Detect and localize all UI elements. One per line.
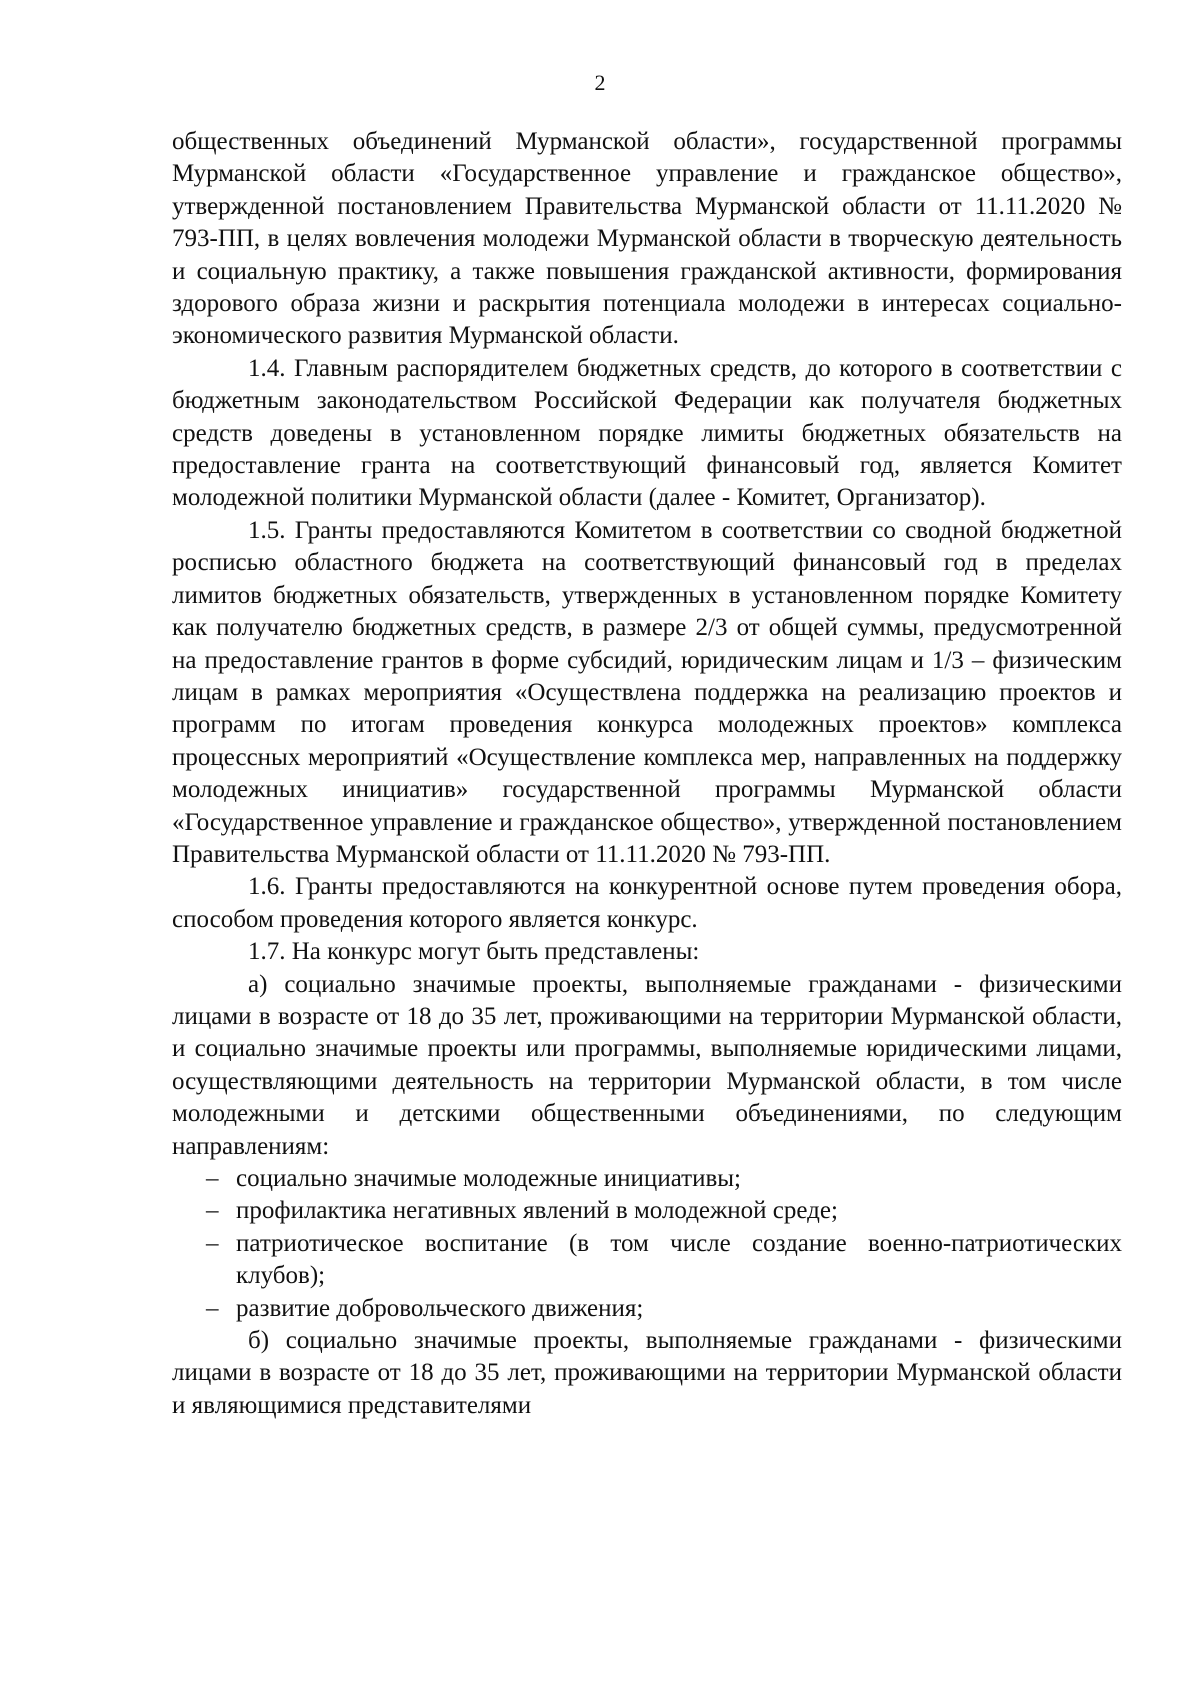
dash-marker: – xyxy=(206,1294,219,1322)
document-body xyxy=(172,126,1122,1422)
directions-list xyxy=(172,1163,1122,1325)
paragraph-1-6: 1.6. Гранты предоставляются на конкурентной основе путем проведения обора, способом проведения которого является конкурс. xyxy=(172,873,1122,933)
paragraph-continuation: общественных объединений Мурманской области», государственной программы Мурманской области «Государственное управление и гражданское общество», утвержденной постановлением Правительства Мурманской области от 11.11.2020 № 793-ПП, в целях вовлечения молодежи Мурманской области в творческую деятельность и социальную практику, а также повышения гражданской активности, формирования здорового образа жизни и раскрытия потенциала молодежи в интересах социально-экономического развития Мурманской области. xyxy=(172,128,1122,350)
list-item-text: развитие добровольческого движения; xyxy=(236,1294,644,1322)
list-item-text: социально значимые молодежные инициативы; xyxy=(236,1165,741,1192)
dash-marker: – xyxy=(206,1197,219,1225)
page-number: 2 xyxy=(594,70,606,95)
list-item-text: профилактика негативных явлений в молодежной среде; xyxy=(236,1197,838,1225)
list-item xyxy=(172,1228,1122,1293)
list-item xyxy=(172,1195,1122,1227)
dash-marker: – xyxy=(206,1229,219,1257)
paragraph-1-5: 1.5. Гранты предоставляются Комитетом в соответствии со сводной бюджетной росписью областного бюджета на соответствующий финансовый год в пределах лимитов бюджетных обязательств, утвержденных в установленном порядке Комитету как получателю бюджетных средств, в размере 2/3 от общей суммы, предусмотренной на предоставление грантов в форме субсидий, юридическим лицам и 1/3 – физическим лицам в рамках мероприятия «Осуществлена поддержка на реализацию проектов и программ по итогам проведения конкурса молодежных проектов» комплекса процессных мероприятий «Осуществление комплекса мер, направленных на поддержку молодежных инициатив» государственной программы Мурманской области «Государственное управление и гражданское общество», утвержденной постановлением Правительства Мурманской области от 11.11.2020 № 793-ПП. xyxy=(172,516,1122,868)
list-item xyxy=(172,1293,1122,1325)
paragraph-1-7: 1.7. На конкурс могут быть представлены: xyxy=(248,938,700,966)
list-item-text: патриотическое воспитание (в том числе создание военно-патриотических клубов); xyxy=(236,1229,1122,1290)
dash-marker: – xyxy=(206,1165,219,1192)
subparagraph-b: б) социально значимые проекты, выполняемые гражданами - физическими лицами в возрасте от 18 до 35 лет, проживающими на территории Мурманской области и являющимися представителями xyxy=(172,1327,1122,1419)
paragraph-1-4: 1.4. Главным распорядителем бюджетных средств, до которого в соответствии с бюджетным законодательством Российской Федерации как получателя бюджетных средств доведены в установленном порядке лимиты бюджетных обязательств на предоставление гранта на соответствующий финансовый год, является Комитет молодежной политики Мурманской области (далее - Комитет, Организатор). xyxy=(172,354,1122,512)
subparagraph-a: а) социально значимые проекты, выполняемые гражданами - физическими лицами в возрасте от 18 до 35 лет, проживающими на территории Мурманской области, и социально значимые проекты или программы, выполняемые юридическими лицами, осуществляющими деятельность на территории Мурманской области, в том числе молодежными и детскими общественными объединениями, по следующим направлениям: xyxy=(172,970,1122,1160)
list-item xyxy=(172,1163,1122,1195)
